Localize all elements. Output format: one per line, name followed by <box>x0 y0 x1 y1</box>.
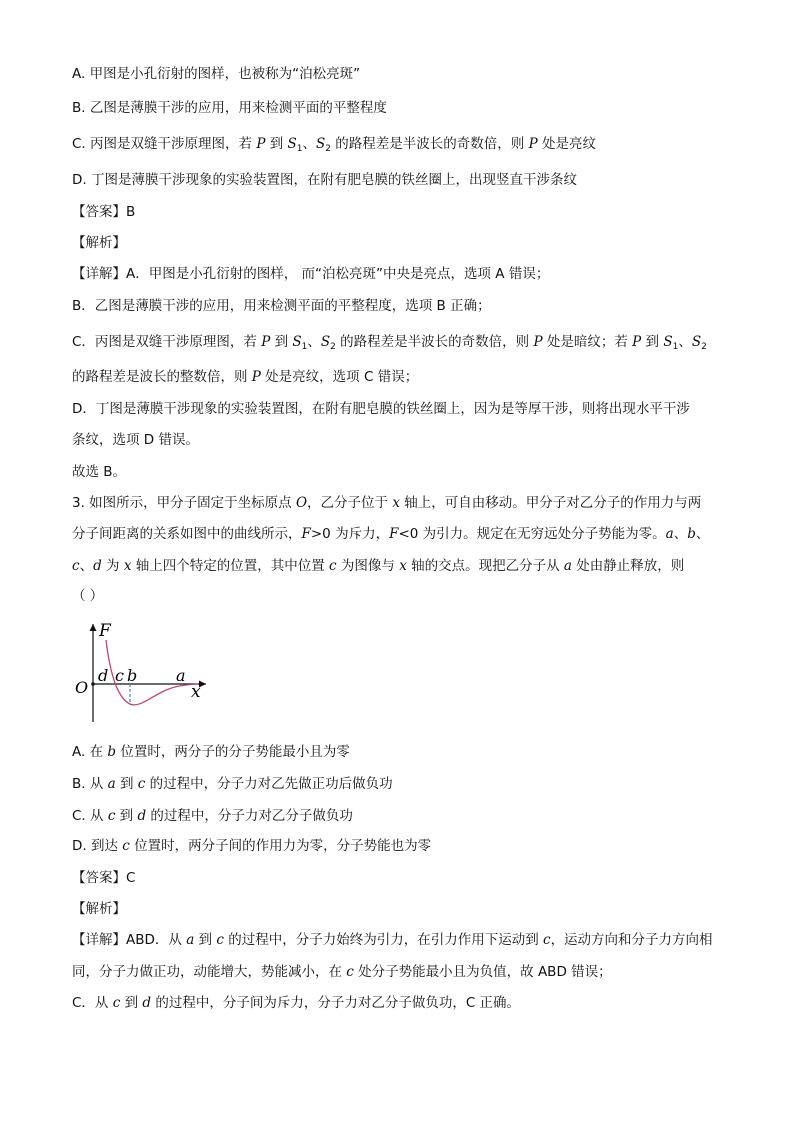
graph-label-d: d <box>98 666 109 685</box>
q3-option-c: C. 从 c 到 d 的过程中，分子力对乙分子做负功 <box>72 808 353 824</box>
q3-answer: 【答案】C <box>72 870 136 886</box>
q2-detail-b: B．乙图是薄膜干涉的应用，用来检测平面的平整程度，选项 B 正确； <box>72 298 491 314</box>
q3-analysis-heading: 【解析】 <box>72 901 126 917</box>
q3-stem-line1: 3. 如图所示，甲分子固定于坐标原点 O，乙分子位于 x 轴上，可自由移动。甲分子对乙分子的作用力与两 <box>72 495 702 511</box>
q3-answer-blank: （ ） <box>72 588 104 604</box>
graph-label-c: c <box>115 666 124 685</box>
q3-option-b: B. 从 a 到 c 的过程中，分子力对乙先做正功后做负功 <box>72 776 393 792</box>
origin-dot <box>91 682 95 686</box>
q3-stem-line3: c、d 为 x 轴上四个特定的位置，其中位置 c 为图像与 x 轴的交点。现把乙分子从 a 处由静止释放，则 <box>72 558 685 574</box>
q2-detail-d: D．丁图是薄膜干涉现象的实验装置图，在附有肥皂膜的铁丝圈上，因为是等厚干涉，则将出现水平干涉 <box>72 401 690 417</box>
q3-option-a: A. 在 b 位置时，两分子的分子势能最小且为零 <box>72 744 350 760</box>
q2-option-d: D. 丁图是薄膜干涉现象的实验装置图，在附有肥皂膜的铁丝圈上，出现竖直干涉条纹 <box>72 172 577 188</box>
q3-detail-abd: 【详解】ABD．从 a 到 c 的过程中，分子力始终为引力，在引力作用下运动到 c，运动方向和分子力方向相 <box>72 932 713 948</box>
force-distance-graph <box>70 618 210 726</box>
graph-label-a: a <box>176 666 186 685</box>
q3-detail-c: C．从 c 到 d 的过程中，分子间为斥力，分子力对乙分子做负功，C 正确。 <box>72 995 521 1011</box>
graph-label-F: F <box>99 621 111 641</box>
q2-detail-a: 【详解】A．甲图是小孔衍射的图样， 而“泊松亮斑”中央是亮点，选项 A 错误； <box>72 266 550 282</box>
q2-answer: 【答案】B <box>72 204 136 220</box>
graph-label-O: O <box>75 678 89 697</box>
graph-label-x: x <box>191 682 201 702</box>
q2-option-b: B. 乙图是薄膜干涉的应用，用来检测平面的平整程度 <box>72 100 387 116</box>
q3-stem-line2: 分子间距离的关系如图中的曲线所示，F>0 为斥力，F<0 为引力。规定在无穷远处分子势能为零。a、b、 <box>72 526 710 542</box>
q2-analysis-heading: 【解析】 <box>72 235 126 251</box>
graph-label-b: b <box>127 666 138 685</box>
q2-detail-d-continued: 条纹，选项 D 错误。 <box>72 432 199 448</box>
q2-option-c: C. 丙图是双缝干涉原理图，若 P 到 $S_1$、$S_2$ 的路程差是半波长的奇数倍，则 P 处是亮纹 <box>72 136 596 154</box>
q3-option-d: D. 到达 c 位置时，两分子间的作用力为零，分子势能也为零 <box>72 838 432 854</box>
q2-detail-c: C．丙图是双缝干涉原理图，若 P 到 $S_1$、$S_2$ 的路程差是半波长的奇数倍，则 P 处是暗纹；若 P 到 $S_1$、$S_2$ <box>72 334 707 352</box>
q2-detail-c-continued: 的路程差是波长的整数倍，则 P 处是亮纹，选项 C 错误； <box>72 369 419 385</box>
q2-option-a: A. 甲图是小孔衍射的图样，也被称为“泊松亮斑” <box>72 66 361 82</box>
q2-conclusion: 故选 B。 <box>72 464 127 480</box>
q3-detail-abd-continued: 同，分子力做正功，动能增大，势能减小，在 c 处分子势能最小且为负值，故 ABD 错误； <box>72 964 612 980</box>
